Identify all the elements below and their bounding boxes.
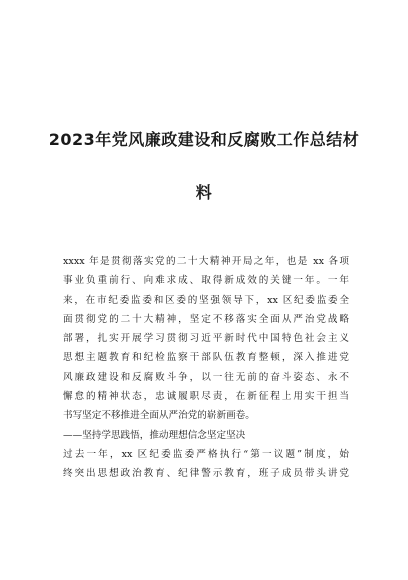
body-line: 部署，扎实开展学习贯彻习近平新时代中国特色社会主义 (63, 333, 349, 345)
body-line: 终突出思想政治教育、纪律警示教育，班子成员带头讲党 (63, 468, 349, 480)
document-body (63, 252, 349, 484)
body-line: 事业负重前行、向难求成、取得新成效的关键一年。一年 (63, 275, 349, 287)
section-heading: ——坚持学思践悟，推动理想信念坚定坚决 (63, 429, 246, 441)
body-line: 过去一年，xx 区纪委监委严格执行“第一议题”制度，始 (63, 448, 349, 460)
body-line: xxxx 年是贯彻落实党的二十大精神开局之年，也是 xx 各项 (63, 256, 349, 267)
document-title-line-1: 2023年党风廉政建设和反腐败工作总结材 (48, 130, 360, 149)
body-line: 懈怠的精神状态，忠诚履职尽责，在新征程上用实干担当 (63, 391, 349, 403)
body-line: 来，在市纪委监委和区委的坚强领导下，xx 区纪委监委全 (63, 294, 349, 306)
body-line: 书写坚定不移推进全面从严治党的崭新画卷。 (63, 410, 255, 422)
body-line: 面贯彻党的二十大精神，坚定不移落实全面从严治党战略 (63, 313, 349, 325)
document-title-line-2: 料 (195, 183, 213, 202)
body-line: 风廉政建设和反腐败斗争，以一往无前的奋斗姿态、永不 (63, 371, 349, 383)
body-line: 思想主题教育和纪检监察干部队伍教育整顿，深入推进党 (63, 352, 349, 364)
